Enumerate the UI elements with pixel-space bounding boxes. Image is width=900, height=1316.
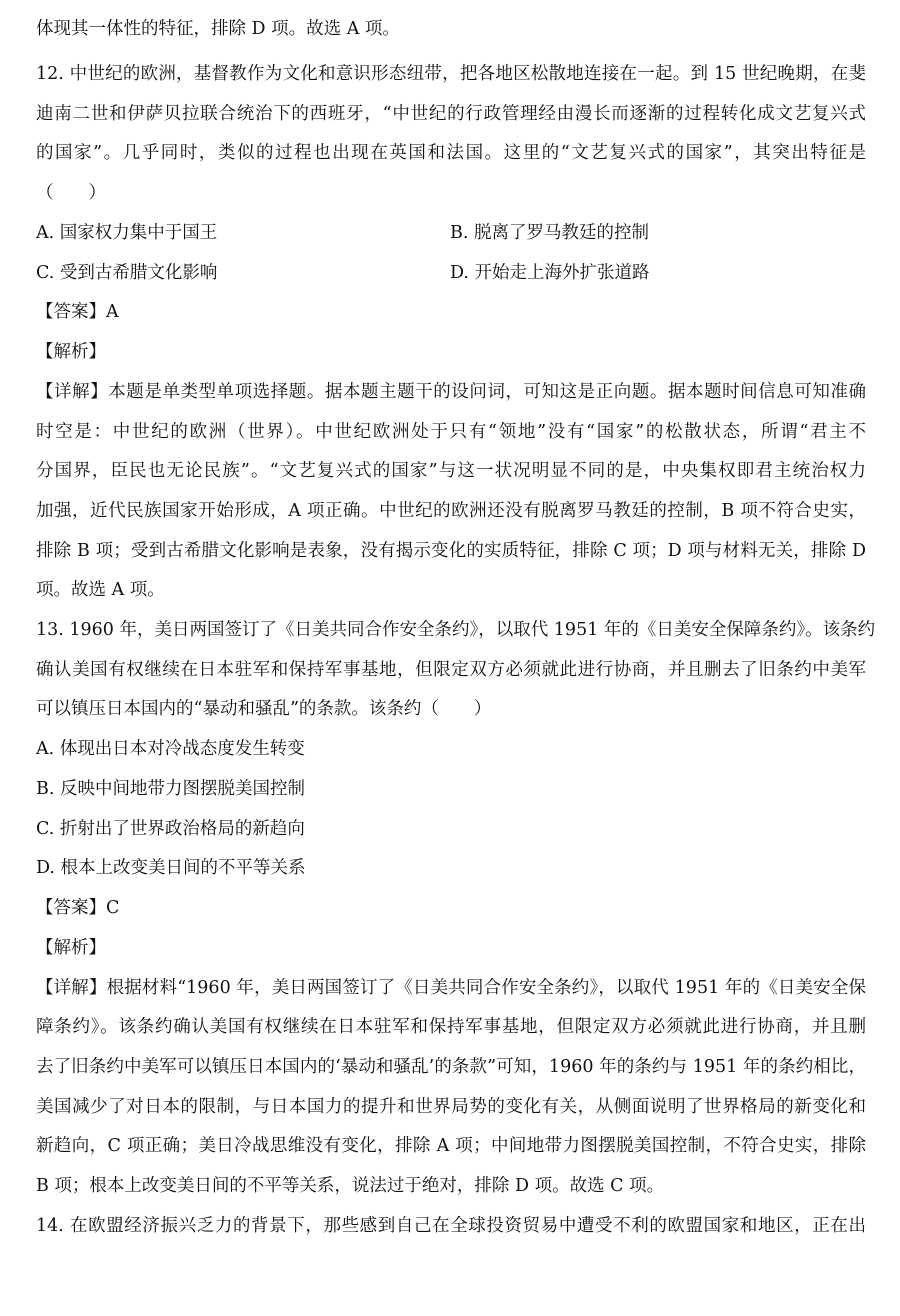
q12-detail-line: 时空是：中世纪的欧洲（世界）。中世纪欧洲处于只有“领地”没有“国家”的松散状态，所谓“君主不	[36, 422, 866, 442]
q13-detail-line: 美国减少了对日本的限制，与日本国力的提升和世界局势的变化有关，从侧面说明了世界格局的新变化和	[36, 1097, 866, 1117]
previous-answer-tail: 体现其一体性的特征，排除 D 项。故选 A 项。	[36, 19, 400, 39]
q12-detail-line: 【详解】本题是单类型单项选择题。据本题主题干的设问词，可知这是正向题。据本题时间信息可知准确	[36, 382, 866, 402]
q12-analysis-heading: 【解析】	[36, 342, 106, 362]
q12-detail-line: 分国界，臣民也无论民族”。“文艺复兴式的国家”与这一状况明显不同的是，中央集权即君主统治权力	[36, 461, 866, 481]
q12-detail-line: 加强，近代民族国家开始形成，A 项正确。中世纪的欧洲还没有脱离罗马教廷的控制，B 项不符合史实，	[36, 501, 866, 521]
q12-answer-blank: （ ）	[36, 183, 106, 203]
q13-option-b: B. 反映中间地带力图摆脱美国控制	[36, 779, 305, 799]
q12-stem-line: 12. 中世纪的欧洲，基督教作为文化和意识形态纽带，把各地区松散地连接在一起。到 15 世纪晚期，在斐	[36, 64, 866, 84]
q12-stem-line: 的国家”。几乎同时，类似的过程也出现在英国和法国。这里的“文艺复兴式的国家”，其突出特征是	[36, 143, 866, 163]
q13-stem-line: 可以镇压日本国内的“暴动和骚乱”的条款。该条约（ ）	[36, 699, 492, 719]
q13-detail-line: 障条约》。该条约确认美国有权继续在日本驻军和保持军事基地，但限定双方必须就此进行协商，并且删	[36, 1017, 866, 1037]
q12-detail-line: 项。故选 A 项。	[36, 580, 165, 600]
q12-option-b: B. 脱离了罗马教廷的控制	[450, 223, 649, 243]
q12-option-a: A. 国家权力集中于国王	[36, 223, 218, 243]
q13-stem-line: 13. 1960 年，美日两国签订了《日美共同合作安全条约》，以取代 1951 年的《日美安全保障条约》。该条约	[36, 620, 876, 640]
q12-detail-line: 排除 B 项；受到古希腊文化影响是表象，没有揭示变化的实质特征，排除 C 项；D 项与材料无关，排除 D	[36, 541, 866, 561]
q13-stem-line: 确认美国有权继续在日本驻军和保持军事基地，但限定双方必须就此进行协商，并且删去了旧条约中美军	[36, 660, 866, 680]
q13-option-d: D. 根本上改变美日间的不平等关系	[36, 858, 306, 878]
q13-detail-line: 新趋向，C 项正确；美日冷战思维没有变化，排除 A 项；中间地带力图摆脱美国控制，不符合史实，排除	[36, 1136, 866, 1156]
q12-answer: 【答案】A	[36, 302, 119, 322]
q12-option-d: D. 开始走上海外扩张道路	[450, 263, 650, 283]
q13-analysis-heading: 【解析】	[36, 938, 106, 958]
q12-option-c: C. 受到古希腊文化影响	[36, 263, 218, 283]
q13-detail-line: 【详解】根据材料“1960 年，美日两国签订了《日美共同合作安全条约》，以取代 1951 年的《日美安全保	[36, 978, 866, 998]
q12-stem-line: 迪南二世和伊萨贝拉联合统治下的西班牙，“中世纪的行政管理经由漫长而逐渐的过程转化成文艺复兴式	[36, 104, 866, 124]
q13-option-a: A. 体现出日本对冷战态度发生转变	[36, 739, 305, 759]
q13-answer: 【答案】C	[36, 898, 120, 918]
q13-detail-line: B 项；根本上改变美日间的不平等关系，说法过于绝对，排除 D 项。故选 C 项。	[36, 1176, 665, 1196]
q14-stem-line: 14. 在欧盟经济振兴乏力的背景下，那些感到自己在全球投资贸易中遭受不利的欧盟国家和地区，正在出	[36, 1216, 866, 1236]
q13-option-c: C. 折射出了世界政治格局的新趋向	[36, 819, 305, 839]
q13-detail-line: 去了旧条约中美军可以镇压日本国内的‘暴动和骚乱’的条款”可知，1960 年的条约与 1951 年的条约相比，	[36, 1057, 866, 1077]
